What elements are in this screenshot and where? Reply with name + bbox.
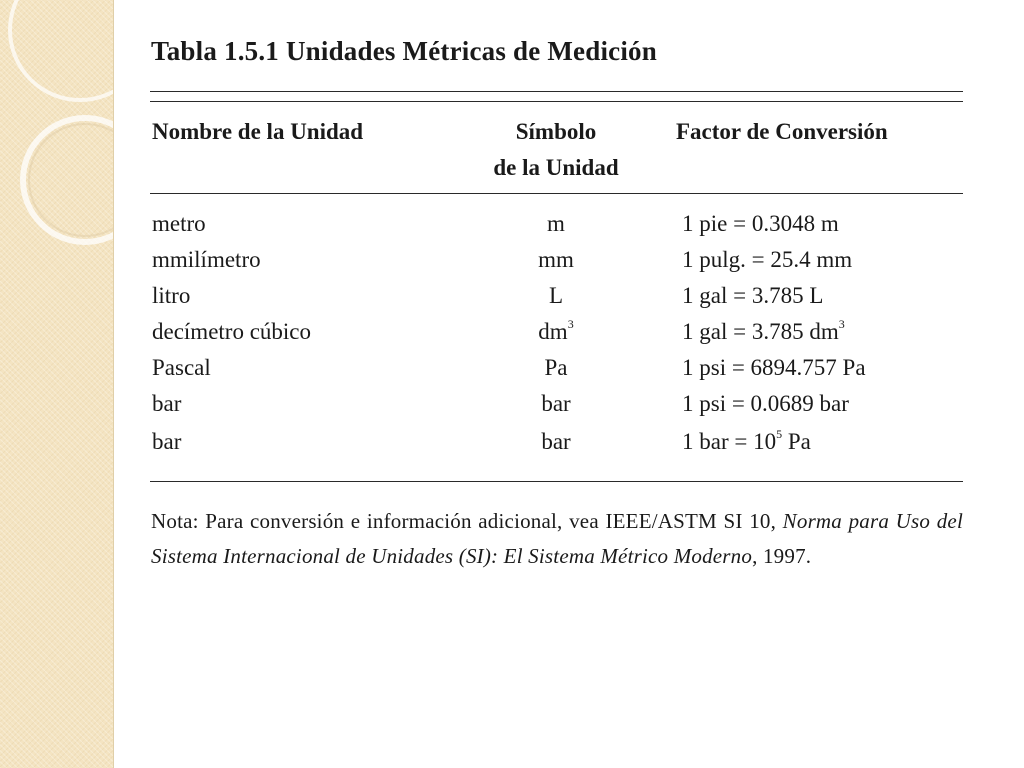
table-row: [150, 319, 965, 355]
conversion-factor: 1 gal = 3.785 L: [682, 283, 824, 308]
conversion-factor: 1 gal = 3.785 dm: [682, 319, 839, 344]
unit-name: mmilímetro: [152, 247, 261, 272]
table-row: [150, 247, 965, 283]
unit-name: bar: [152, 391, 182, 416]
unit-symbol: dm: [538, 319, 568, 344]
conversion-factor-cell: [682, 429, 811, 455]
unit-symbol: m: [547, 211, 565, 236]
table-row: [150, 211, 965, 247]
unit-name: Pascal: [152, 355, 211, 380]
header-symbol-line1: Símbolo: [515, 119, 597, 144]
unit-symbol: mm: [538, 247, 574, 272]
conversion-factor-cell: [682, 319, 845, 345]
unit-symbol: Pa: [544, 355, 568, 380]
top-rule-1: [150, 91, 963, 92]
table-row: [150, 283, 965, 319]
bottom-rule: [150, 481, 963, 482]
table-note: [151, 504, 963, 574]
table-row: [150, 429, 965, 465]
header-name: Nombre de la Unidad: [152, 119, 364, 144]
symbol-superscript: 3: [567, 317, 574, 331]
decorative-circles: [0, 0, 113, 768]
unit-name: metro: [152, 211, 206, 236]
unit-symbol: bar: [541, 391, 571, 416]
note-prefix: Nota: Para conversión e información adicional, vea IEEE/ASTM SI 10,: [151, 509, 783, 533]
table-row: [150, 391, 965, 427]
factor-superscript: 3: [838, 317, 845, 331]
decorative-sidebar: [0, 0, 114, 768]
conversion-factor: 1 psi = 0.0689 bar: [682, 391, 849, 416]
unit-symbol: bar: [541, 429, 571, 454]
table-row: [150, 355, 965, 391]
note-suffix: , 1997.: [752, 544, 812, 568]
unit-name: litro: [152, 283, 191, 308]
conversion-factor: 1 bar = 10: [682, 429, 777, 454]
unit-name: decímetro cúbico: [152, 319, 312, 344]
header-rule: [150, 193, 963, 194]
header-symbol-line2: de la Unidad: [493, 155, 619, 180]
unit-name: bar: [152, 429, 182, 454]
note-italic: Norma para Uso del Sistema Internacional de Unidades (SI): El Sistema Métrico Moderno: [151, 509, 963, 568]
conversion-factor-tail: Pa: [782, 429, 811, 454]
top-rule-2: [150, 101, 963, 102]
factor-superscript: 5: [776, 427, 783, 441]
table-title: Tabla 1.5.1 Unidades Métricas de Medición: [151, 36, 657, 66]
conversion-factor: 1 pie = 0.3048 m: [682, 211, 839, 236]
conversion-factor: 1 pulg. = 25.4 mm: [682, 247, 853, 272]
unit-symbol-cell: [484, 319, 628, 345]
conversion-factor: 1 psi = 6894.757 Pa: [682, 355, 866, 380]
header-factor: Factor de Conversión: [676, 119, 888, 144]
unit-symbol: L: [548, 283, 564, 308]
